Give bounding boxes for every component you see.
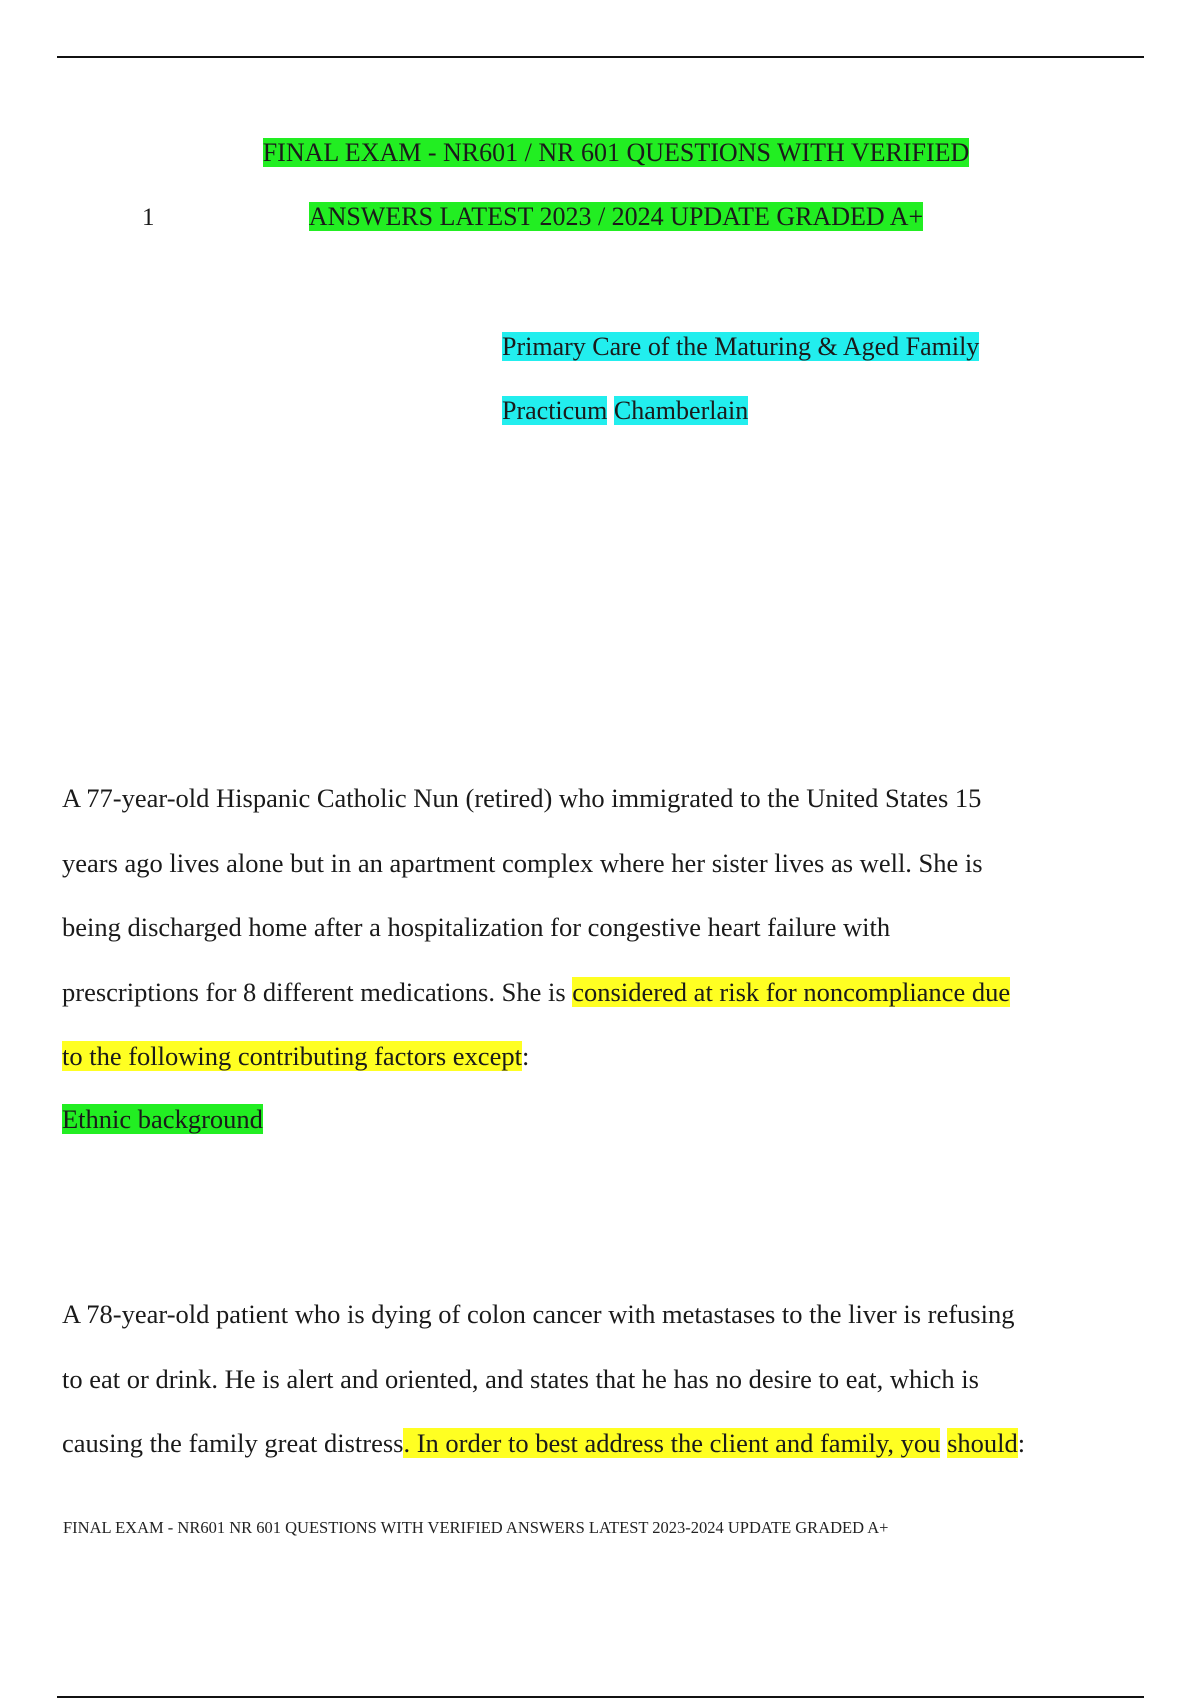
question-1-line-3: being discharged home after a hospitalization for congestive heart failure with (62, 912, 891, 942)
title-highlight-2: ANSWERS LATEST 2023 / 2024 UPDATE GRADED A+ (308, 202, 924, 231)
question-2-line-1: A 78-year-old patient who is dying of colon cancer with metastases to the liver is refusing (62, 1299, 1015, 1329)
question-2-line-3-text: causing the family great distress (62, 1428, 404, 1458)
question-1-line-1: A 77-year-old Hispanic Catholic Nun (retired) who immigrated to the United States 15 (62, 783, 982, 813)
question-2-line-3 (62, 1411, 1172, 1476)
top-rule (57, 56, 1144, 58)
question-1-line-2: years ago lives alone but in an apartment complex where her sister lives as well. She is (62, 847, 983, 878)
course-subtitle-line-1 (502, 330, 979, 364)
question-2-line-3-colon: : (1017, 1428, 1026, 1458)
question-1-line-4-text: prescriptions for 8 different medications. She is (62, 976, 573, 1007)
question-2-highlight-a: . In order to best address the client and family, you (403, 1428, 941, 1458)
question-1 (62, 766, 1172, 1089)
subtitle-word-practicum: Practicum (502, 396, 608, 425)
bottom-rule (57, 1696, 1144, 1698)
document-title-line-2 (0, 200, 1200, 234)
question-1-highlight-a: considered at risk for noncompliance due (572, 976, 1011, 1007)
question-1-line-5-colon: : (521, 1041, 530, 1071)
question-2 (62, 1282, 1172, 1476)
question-1-line-5 (62, 1024, 1172, 1089)
question-1-line-4 (62, 960, 1172, 1025)
question-2-highlight-b: should (947, 1428, 1018, 1458)
page-footer: FINAL EXAM - NR601 NR 601 QUESTIONS WITH VERIFIED ANSWERS LATEST 2023-2024 UPDATE GRADED A+ (63, 1518, 889, 1537)
page-number: 1 (142, 204, 155, 231)
subtitle-word-chamberlain: Chamberlain (613, 396, 749, 425)
course-subtitle-line-2 (502, 394, 748, 428)
question-1-answer (62, 1102, 263, 1136)
document-title-line-1 (0, 136, 1200, 170)
subtitle-highlight-1: Primary Care of the Maturing & Aged Family (502, 332, 980, 361)
answer-highlight: Ethnic background (62, 1104, 263, 1134)
question-1-highlight-b: to the following contributing factors except (62, 1041, 522, 1071)
title-highlight-1: FINAL EXAM - NR601 / NR 601 QUESTIONS WITH VERIFIED (262, 138, 970, 167)
question-2-line-2: to eat or drink. He is alert and oriented, and states that he has no desire to eat, which is (62, 1363, 979, 1394)
